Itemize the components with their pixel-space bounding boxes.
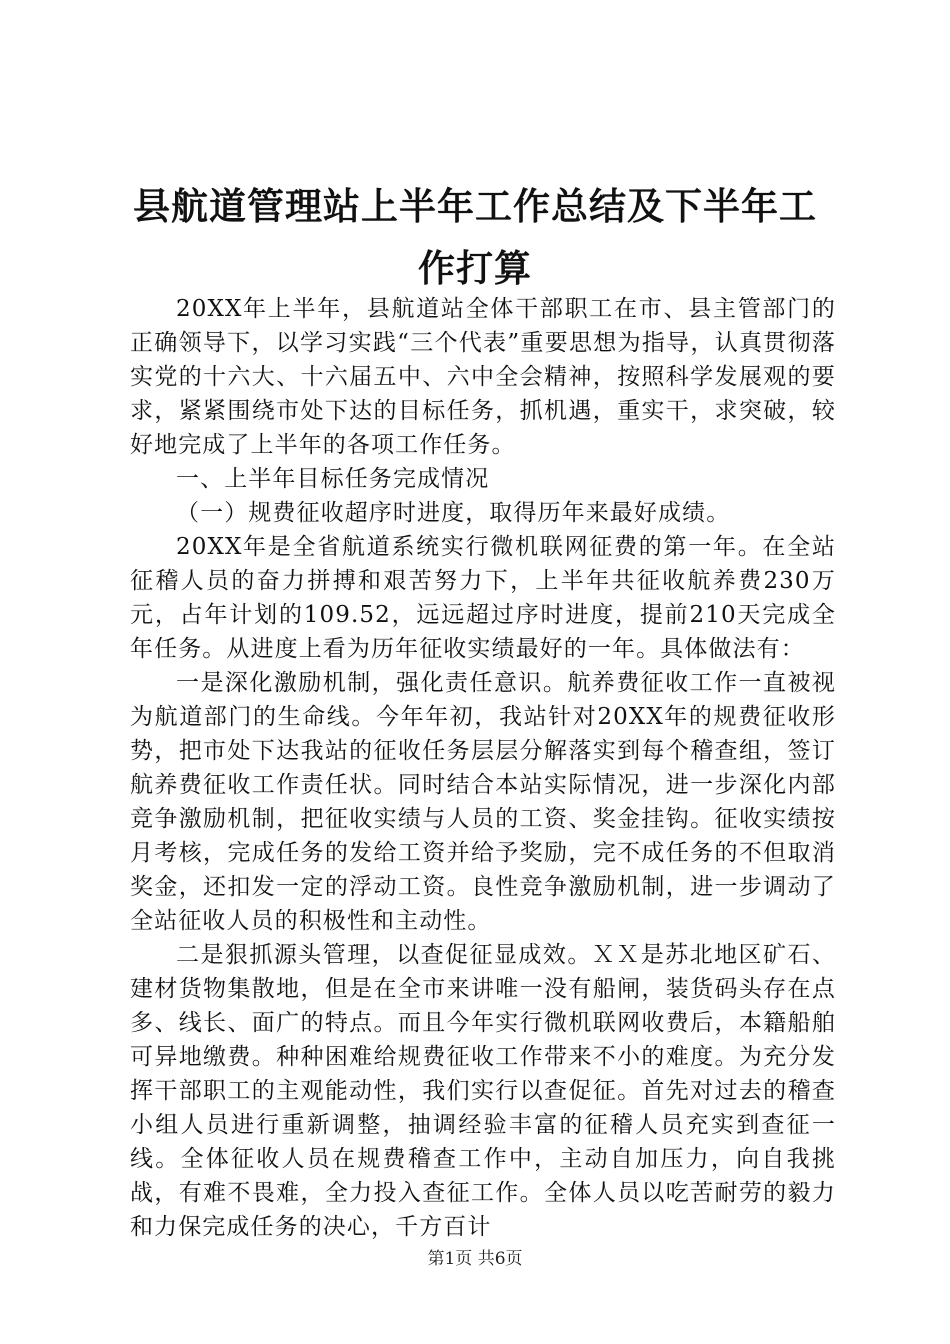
- page-footer: 第1页 共6页: [427, 1249, 523, 1269]
- paragraph-incentive: 一是深化激励机制，强化责任意识。航养费征收工作一直被视为航道部门的生命线。今年年初，我站针对20XX年的规费征收形势，把市处下达我站的征收任务层层分解落实到每个稽查组，签订航养费征收工作责任状。同时结合本站实际情况，进一步深化内部竞争激励机制，把征收实绩与人员的工资、奖金挂钩。征收实绩按月考核，完成任务的发给工资并给予奖励，完不成任务的不但取消奖金，还扣发一定的浮动工资。良性竞争激励机制，进一步调动了全站征收人员的积极性和主动性。: [130, 670, 836, 934]
- section-heading: 一、上半年目标任务完成情况: [176, 466, 490, 492]
- document-title: 县航道管理站上半年工作总结及下半年工作打算: [133, 185, 817, 290]
- paragraph-fee-collection: 20XX年是全省航道系统实行微机联网征费的第一年。在全站征稽人员的奋力拼搏和艰苦努力下，上半年共征收航养费230万元，占年计划的109.52，远远超过序时进度，提前210天完成全年任务。从进度上看为历年征收实绩最好的一年。具体做法有：: [130, 534, 836, 662]
- paragraph-source-management: 二是狠抓源头管理，以查促征显成效。ＸＸ是苏北地区矿石、建材货物集散地，但是在全市来讲唯一没有船闸，装货码头存在点多、线长、面广的特点。而且今年实行微机联网收费后，本籍船舶可异地缴费。种种困难给规费征收工作带来不小的难度。为充分发挥干部职工的主观能动性，我们实行以查促征。首先对过去的稽查小组人员进行重新调整，抽调经验丰富的征稽人员充实到查征一线。全体征收人员在规费稽查工作中，主动自加压力，向自我挑战，有难不畏难，全力投入查征工作。全体人员以吃苦耐劳的毅力和力保完成任务的决心，千方百计: [130, 942, 836, 1240]
- subsection-heading: （一）规费征收超序时进度，取得历年来最好成绩。: [176, 500, 731, 526]
- document-body: [130, 292, 836, 1244]
- paragraph-intro: 20XX年上半年，县航道站全体干部职工在市、县主管部门的正确领导下，以学习实践“三个代表”重要思想为指导，认真贯彻落实党的十六大、十六届五中、六中全会精神，按照科学发展观的要求，紧紧围绕市处下达的目标任务，抓机遇，重实干，求突破，较好地完成了上半年的各项工作任务。: [130, 296, 836, 458]
